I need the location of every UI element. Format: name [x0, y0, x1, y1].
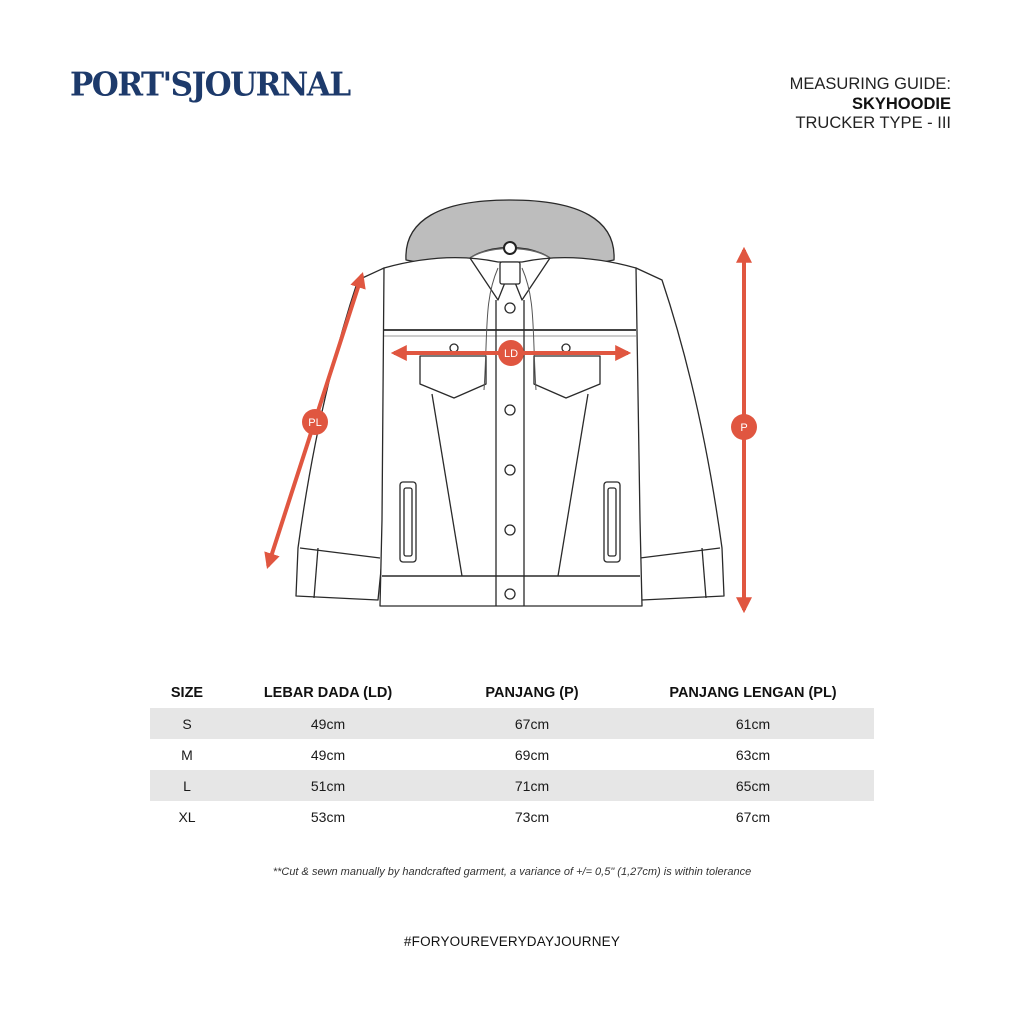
- sleeve-length-label: PL: [308, 417, 322, 429]
- product-name: SKYHOODIE: [851, 94, 951, 113]
- cell-sleeve-length: 63cm: [735, 746, 771, 763]
- cell-length: 69cm: [514, 746, 550, 763]
- cell-size: L: [150, 770, 224, 801]
- brand-logo: PORT'SJOURNAL: [70, 66, 350, 105]
- table-row: [150, 708, 874, 739]
- guide-heading: MEASURING GUIDE:: [789, 75, 951, 93]
- cell-chest-width: 49cm: [224, 708, 432, 739]
- cell-sleeve-length: 61cm: [632, 708, 874, 739]
- jacket-drawing: [296, 200, 724, 606]
- chest-width-label: LD: [503, 348, 519, 360]
- body-length-measure: [731, 250, 757, 610]
- cell-chest-width: 51cm: [224, 770, 432, 801]
- header-length: PANJANG (P): [485, 685, 579, 701]
- body-length-label: P: [740, 422, 748, 434]
- table-row: [150, 801, 874, 832]
- header-sleeve-length: PANJANG LENGAN (PL): [669, 685, 837, 701]
- table-row: [150, 770, 874, 801]
- hashtag: #FORYOUREVERYDAYJOURNEY: [403, 934, 621, 949]
- cell-sleeve-length: 65cm: [632, 770, 874, 801]
- cell-size: S: [150, 708, 224, 739]
- cell-sleeve-length: 67cm: [735, 808, 771, 825]
- tolerance-note: **Cut & sewn manually by handcrafted garment, a variance of +/= 0,5" (1,27cm) is within tolerance: [272, 866, 752, 878]
- header-chest-width: LEBAR DADA (LD): [263, 685, 393, 701]
- header-size: SIZE: [170, 685, 204, 701]
- cell-chest-width: 49cm: [310, 746, 346, 763]
- measuring-guide-title: [790, 75, 951, 134]
- cell-length: 67cm: [432, 708, 632, 739]
- cell-size: XL: [178, 808, 196, 825]
- table-row: [150, 739, 874, 770]
- product-variant: TRUCKER TYPE - III: [795, 114, 951, 132]
- size-chart-table: [150, 678, 874, 832]
- cell-size: M: [181, 746, 193, 763]
- right-sleeve: [634, 268, 724, 600]
- cell-chest-width: 53cm: [310, 808, 346, 825]
- cell-length: 71cm: [432, 770, 632, 801]
- jacket-measurement-illustration: [0, 180, 1024, 630]
- cell-length: 73cm: [514, 808, 550, 825]
- table-header-row: [150, 678, 874, 708]
